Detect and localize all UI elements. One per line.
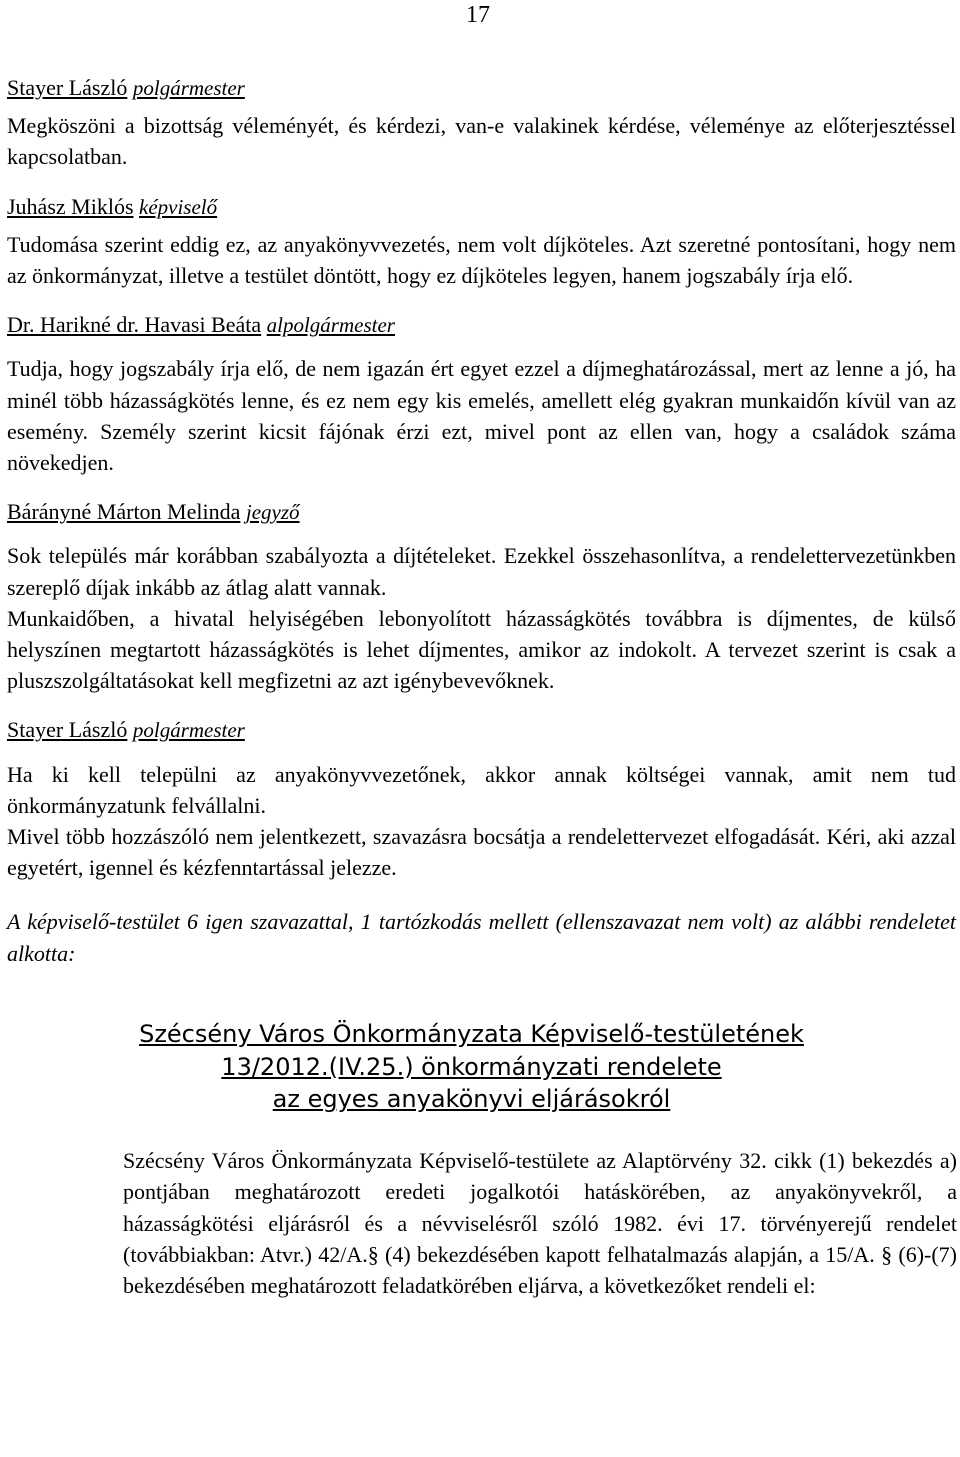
speaker-role: jegyző — [245, 500, 300, 525]
speaker-name: Bárányné Márton Melinda — [7, 499, 241, 525]
speaker-name: Stayer László — [7, 75, 128, 100]
speaker-heading — [7, 309, 956, 341]
decree-title-line: 13/2012.(IV.25.) önkormányzati rendelete — [221, 1052, 722, 1081]
page-number: 17 — [466, 2, 490, 28]
speaker-heading — [7, 72, 956, 104]
speaker-name: Dr. Harikné dr. Havasi Beáta — [7, 312, 262, 338]
speech-paragraph: Munkaidőben, a hivatal helyiségében lebonyolított házasságkötés továbbra is díjmentes, de külső helyszínen megtartott házasságkötés is lehet díjmentes, amikor az indokolt. A tervezet szerint is csak a pluszszolgáltatásokat kell megfizetni az azt igénybevevőknek. — [7, 605, 956, 694]
speaker-role: polgármester — [132, 76, 245, 100]
speech-paragraph: Tudomása szerint eddig ez, az anyakönyvvezetés, nem volt díjköteles. Azt szeretné pontosítani, hogy nem az önkormányzat, illetve a testület döntött, hogy ez díjköteles legyen, hanem jogszabály írja elő. — [7, 231, 956, 289]
speech-paragraph: Tudja, hogy jogszabály írja elő, de nem igazán ért egyet ezzel a díjmeghatározással, mert az lenne a jó, ha minél több házasságkötés lenne, és ez nem egy kis emelés, amellett elég gyakran munkaidőn kívül van az esemény. Személy szerint kicsit fájónak érzi ezt, mivel pont az ellen van, hogy a családok száma növekedjen. — [7, 356, 956, 476]
decree-title-line: az egyes anyakönyvi eljárásokról — [272, 1085, 671, 1114]
speaker-heading — [7, 496, 956, 528]
speaker-name: Stayer László — [7, 717, 128, 743]
speaker-role: polgármester — [132, 718, 245, 743]
speech-paragraph: Mivel több hozzászóló nem jelentkezett, szavazásra bocsátja a rendelettervezet elfogadását. Kéri, aki azzal egyetért, igennel és kézfenntartással jelezze. — [7, 824, 956, 881]
speaker-role: alpolgármester — [266, 313, 395, 338]
vote-result: A képviselő-testület 6 igen szavazattal, 1 tartózkodás mellett (ellenszavazat nem volt) az alábbi rendeletet alkotta: — [7, 909, 956, 966]
speaker-heading — [7, 191, 956, 223]
speaker-role: képviselő — [139, 194, 218, 219]
speech-paragraph: Ha ki kell települni az anyakönyvvezetőnek, akkor annak költségei vannak, amit nem tud önkormányzatunk felvállalni. — [7, 761, 956, 818]
decree-title — [7, 1018, 956, 1116]
decree-preamble: Szécsény Város Önkormányzata Képviselő-testülete az Alaptörvény 32. cikk (1) bekezdés a) pontjában meghatározott eredeti jogalkotói hatáskörében, az anyakönyvekről, a házasságkötési eljárásról és a névviselésről szóló 1982. évi 17. törvényerejű rendelet (továbbiakban: Atvr.) 42/A.§ (4) bekezdésében kapott felhatalmazás alapján, a 15/A. § (6)-(7) bekezdésében meghatározott feladatkörében eljárva, a következőket rendeli el: — [123, 1148, 957, 1299]
speech-paragraph: Sok település már korábban szabályozta a díjtételeket. Ezekkel összehasonlítva, a rendelettervezetünkben szereplő díjak inkább az átlag alatt vannak. — [7, 543, 956, 600]
decree-title-line: Szécsény Város Önkormányzata Képviselő-testületének — [139, 1019, 804, 1048]
speaker-name: Juhász Miklós — [7, 193, 134, 219]
speaker-heading — [7, 714, 956, 746]
minutes-content — [7, 72, 956, 1301]
speech-paragraph: Megköszöni a bizottság véleményét, és kérdezi, van-e valakinek kérdése, véleménye az előterjesztéssel kapcsolatban. — [7, 113, 956, 170]
